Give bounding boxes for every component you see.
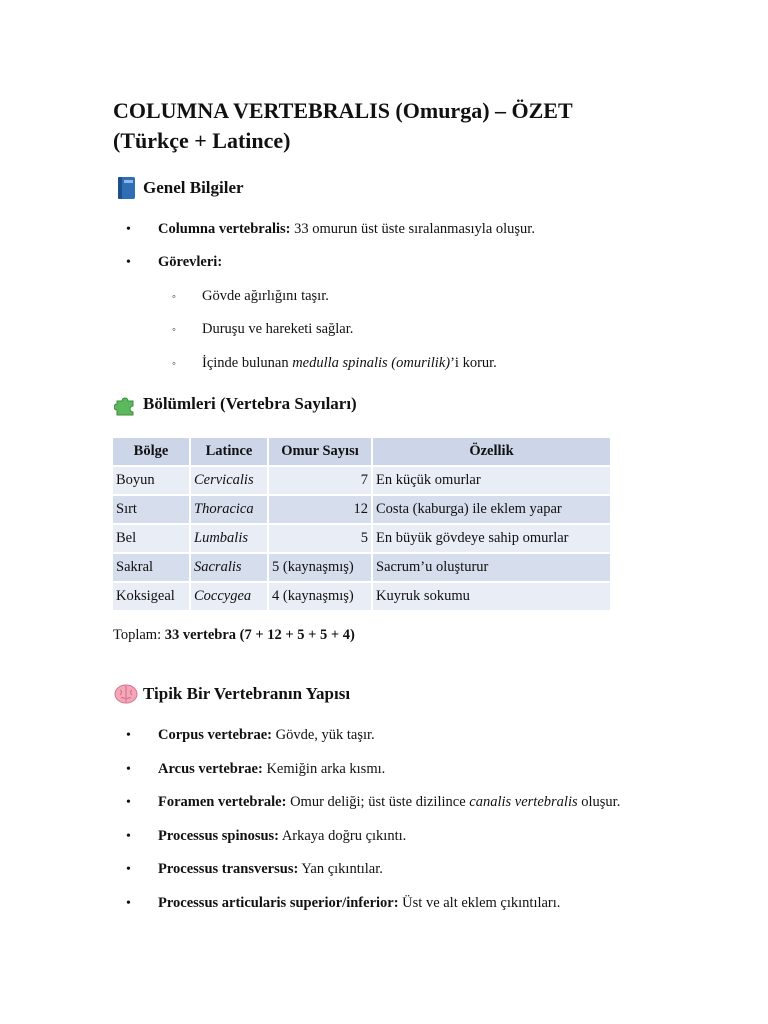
brain-icon [113,681,139,707]
table-cell-region: Bel [113,525,191,554]
table-cell-count: 12 [269,496,373,525]
table-row [113,525,612,554]
table-cell-latin: Coccygea [191,583,269,612]
list-item [126,859,383,879]
sub-list-item [172,319,353,339]
item-label: Processus articularis superior/inferior: [158,895,399,911]
table-cell-feature: Sacrum’u oluşturur [373,554,612,583]
sub-item-text: Gövde ağırlığını taşır. [202,288,329,304]
book-icon [113,175,139,201]
list-item [126,725,375,745]
bullet: • [126,762,131,777]
sub-item-text: Duruşu ve hareketi sağlar. [202,321,354,337]
table-row [113,496,612,525]
total-label: Toplam: [113,627,165,643]
list-item [126,826,406,846]
table-cell-feature: En büyük gövdeye sahip omurlar [373,525,612,554]
table-cell-count: 5 [269,525,373,554]
table-cell-region: Boyun [113,467,191,496]
sub-bullet: ◦ [172,291,176,303]
table-cell-region: Sakral [113,554,191,583]
item-label: Columna vertebralis: [158,221,291,237]
total-value: 33 vertebra (7 + 12 + 5 + 5 + 4) [164,627,355,643]
section-heading-general [113,173,244,203]
item-label: Processus transversus: [158,861,299,877]
table-cell-region: Sırt [113,496,191,525]
table-cell-count: 7 [269,467,373,496]
list-item [126,252,222,272]
item-text-post: oluşur. [577,794,621,810]
sub-list-item [172,353,497,373]
sub-bullet: ◦ [172,324,176,336]
table-header-row [113,438,612,467]
bullet: • [126,255,131,270]
table-header-cell: Latince [191,438,269,467]
title-line-2: (Türkçe + Latince) [113,128,291,153]
table-cell-feature: En küçük omurlar [373,467,612,496]
table-header-cell: Bölge [113,438,191,467]
item-text: Kemiğin arka kısmı. [262,761,386,777]
item-text: Omur deliği; üst üste dizilince [286,794,470,810]
list-item [126,893,560,913]
table-cell-count: 4 (kaynaşmış) [269,583,373,612]
table-cell-latin: Cervicalis [191,467,269,496]
sub-item-text-italic: medulla spinalis (omurilik) [292,355,451,371]
bullet: • [126,896,131,911]
item-text: Üst ve alt eklem çıkıntıları. [398,895,561,911]
table-cell-region: Koksigeal [113,583,191,612]
table-row [113,554,612,583]
table-cell-latin: Lumbalis [191,525,269,554]
bullet: • [126,829,131,844]
table-cell-latin: Thoracica [191,496,269,525]
table-header-cell: Omur Sayısı [269,438,373,467]
item-label: Corpus vertebrae: [158,727,272,743]
item-text-italic: canalis vertebralis [469,794,578,810]
item-label: Arcus vertebrae: [158,761,263,777]
table-cell-count: 5 (kaynaşmış) [269,554,373,583]
vertebra-table [113,438,612,612]
section-heading-sections-text: Bölümleri (Vertebra Sayıları) [143,394,357,413]
sub-bullet: ◦ [172,358,176,370]
bullet: • [126,862,131,877]
item-label: Görevleri: [158,254,223,270]
sub-list-item [172,286,329,306]
total-line [113,625,355,645]
page-title [113,96,573,156]
item-text: Gövde, yük taşır. [271,727,375,743]
section-heading-general-text: Genel Bilgiler [143,178,244,197]
list-item [126,759,385,779]
table-row [113,583,612,612]
item-text: Yan çıkıntılar. [298,861,383,877]
table-cell-latin: Sacralis [191,554,269,583]
section-heading-sections [113,389,357,419]
list-item [126,792,620,812]
item-text: Arkaya doğru çıkıntı. [279,828,407,844]
puzzle-icon [113,391,139,417]
list-item [126,219,535,239]
sub-item-text-pre: İçinde bulunan [202,355,293,371]
item-text: 33 omurun üst üste sıralanmasıyla oluşur. [290,221,535,237]
table-header-cell: Özellik [373,438,612,467]
section-heading-structure-text: Tipik Bir Vertebranın Yapısı [143,684,351,703]
item-label: Foramen vertebrale: [158,794,287,810]
item-label: Processus spinosus: [158,828,279,844]
section-heading-structure [113,679,350,709]
bullet: • [126,728,131,743]
bullet: • [126,222,131,237]
table-cell-feature: Kuyruk sokumu [373,583,612,612]
table-row [113,467,612,496]
bullet: • [126,795,131,810]
table-cell-feature: Costa (kaburga) ile eklem yapar [373,496,612,525]
title-line-1: COLUMNA VERTEBRALIS (Omurga) – ÖZET [113,98,573,123]
sub-item-text-post: ’i korur. [450,355,497,371]
